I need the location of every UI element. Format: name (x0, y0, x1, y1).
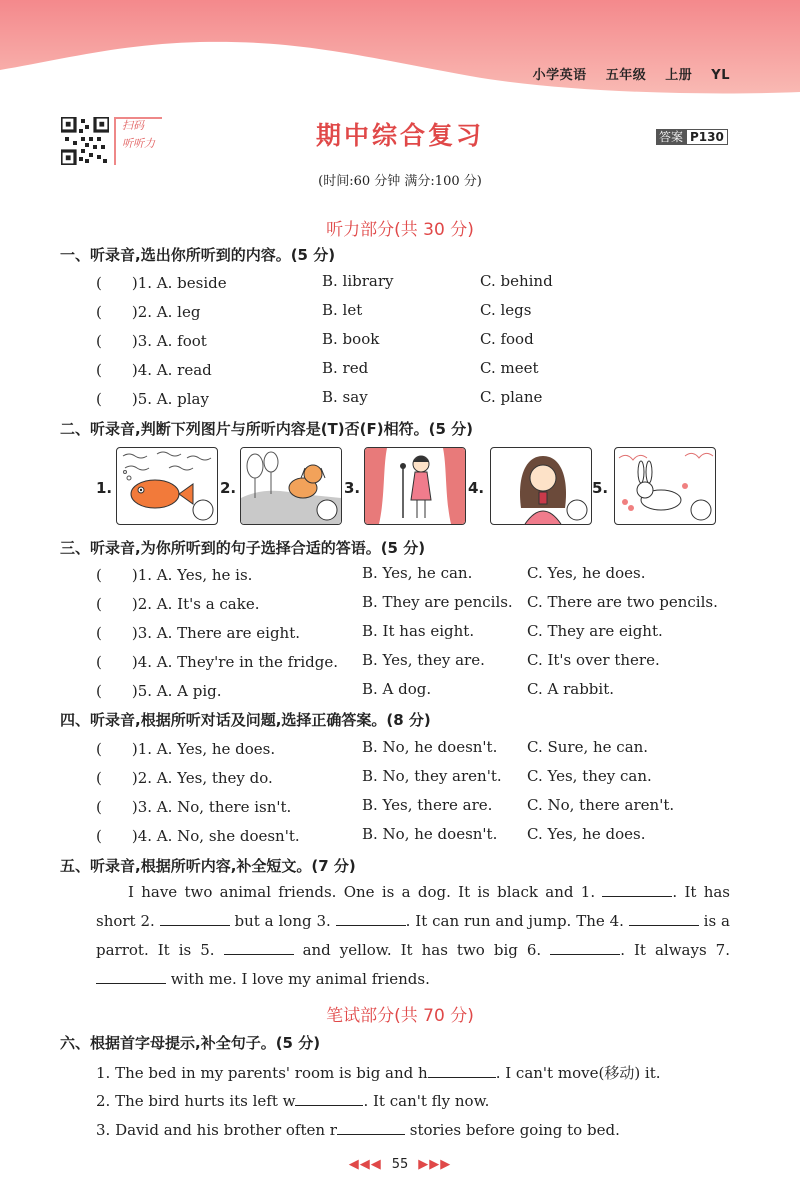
q3-row: ( )3. A. There are eight. B. It has eight. C. They are eight. (96, 622, 663, 642)
q2-title: 二、听录音,判断下列图片与所听内容是(T)否(F)相符。(5 分) (60, 420, 473, 438)
page-footer (0, 1157, 800, 1172)
rabbit-picture (614, 447, 716, 525)
q6-sentence-1: 1. The bed in my parents' room is big and h . I can't move(移动) it. (96, 1064, 661, 1082)
q1-row: ( )4. A. read B. red C. meet (96, 359, 539, 379)
singer-picture (364, 447, 466, 525)
pic-label: 3. (344, 479, 361, 497)
blank-7[interactable] (96, 969, 166, 984)
page-number: 55 (391, 1157, 409, 1172)
page-title: 期中综合复习 (315, 121, 484, 150)
dog-picture (240, 447, 342, 525)
listen-label: 听听力 (122, 137, 155, 150)
grade-label: 五年级 (605, 68, 647, 83)
pic-label: 5. (592, 479, 609, 497)
time-info: (时间:60 分钟 满分:100 分) (318, 174, 482, 189)
scan-label: 扫码 (122, 119, 144, 132)
q6-sentence-2: 2. The bird hurts its left w . It can't fly now. (96, 1092, 490, 1110)
blank-3[interactable] (336, 911, 406, 926)
q1-title: 一、听录音,选出你所听到的内容。(5 分) (60, 246, 336, 264)
q1-row: ( )2. A. leg B. let C. legs (96, 301, 532, 321)
blank-r[interactable] (337, 1120, 405, 1135)
q6-sentence-3: 3. David and his brother often r stories before going to bed. (96, 1121, 620, 1139)
girl-drinking-picture (490, 447, 592, 525)
blank-6[interactable] (550, 940, 620, 955)
prev-arrows-icon: ◀◀◀ (348, 1157, 382, 1172)
q3-row: ( )4. A. They're in the fridge. B. Yes, they are. C. It's over there. (96, 651, 660, 671)
answer-label: 答案 (656, 129, 686, 145)
q3-row: ( )5. A. A pig. B. A dog. C. A rabbit. (96, 680, 614, 700)
q2-pictures (96, 447, 736, 523)
pic-label: 1. (96, 479, 113, 497)
header-band (0, 0, 800, 100)
subject-label: 小学英语 (532, 68, 587, 83)
listening-section-title: 听力部分(共 30 分) (326, 220, 474, 240)
q4-row: ( )3. A. No, there isn't. B. Yes, there are. C. No, there aren't. (96, 796, 675, 816)
q4-title: 四、听录音,根据所听对话及问题,选择正确答案。(8 分) (60, 711, 431, 729)
pic-label: 4. (468, 479, 485, 497)
next-arrows-icon: ▶▶▶ (418, 1157, 452, 1172)
edition-label: YL (711, 68, 730, 83)
q5-passage: I have two animal friends. One is a dog. It is black and 1. . It has short 2. but a long 3. . It can run and jump. The 4. is a parrot. It is 5. and yellow. It has two big 6. . It always 7. with me. I love my animal friends. (96, 883, 730, 988)
q4-row: ( )1. A. Yes, he does. B. No, he doesn't. C. Sure, he can. (96, 738, 649, 758)
q4-row: ( )4. A. No, she doesn't. B. No, he doesn't. C. Yes, he does. (96, 825, 646, 845)
q3-row: ( )1. A. Yes, he is. B. Yes, he can. C. Yes, he does. (96, 564, 646, 584)
q5-title: 五、听录音,根据所听内容,补全短文。(7 分) (60, 857, 356, 875)
blank-4[interactable] (629, 911, 699, 926)
writing-section-title: 笔试部分(共 70 分) (326, 1006, 474, 1026)
q1-row: ( )5. A. play B. say C. plane (96, 388, 543, 408)
answer-page: P130 (686, 129, 728, 145)
pic-label: 2. (220, 479, 237, 497)
blank-2[interactable] (160, 911, 230, 926)
blank-h[interactable] (428, 1063, 496, 1078)
q1-row: ( )3. A. foot B. book C. food (96, 330, 534, 350)
blank-w[interactable] (295, 1091, 363, 1106)
blank-1[interactable] (602, 882, 672, 897)
volume-label: 上册 (665, 68, 693, 83)
q3-row: ( )2. A. It's a cake. B. They are pencils. C. There are two pencils. (96, 593, 718, 613)
answer-reference (656, 128, 728, 145)
q4-row: ( )2. A. Yes, they do. B. No, they aren't. C. Yes, they can. (96, 767, 652, 787)
q3-title: 三、听录音,为你所听到的句子选择合适的答语。(5 分) (60, 539, 426, 557)
book-info (519, 64, 730, 83)
fish-picture (116, 447, 218, 525)
blank-5[interactable] (224, 940, 294, 955)
q1-row: ( )1. A. beside B. library C. behind (96, 272, 553, 292)
q6-title: 六、根据首字母提示,补全句子。(5 分) (60, 1034, 321, 1052)
